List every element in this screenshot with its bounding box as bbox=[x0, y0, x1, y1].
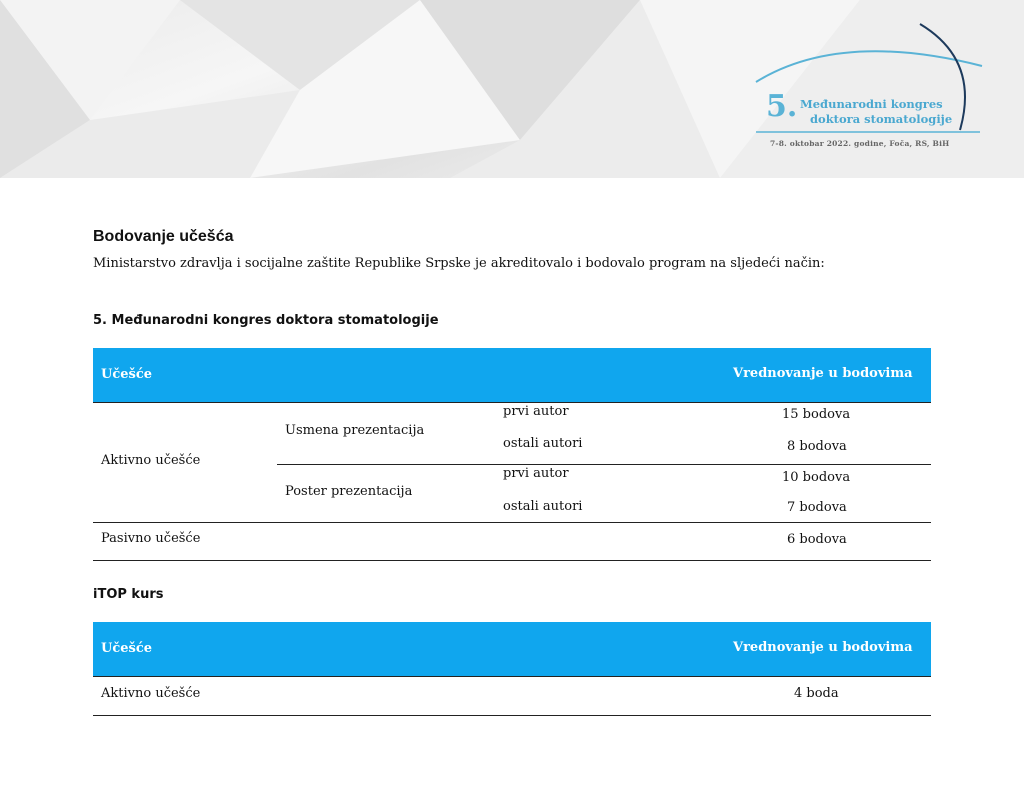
logo-title-line2: doktora stomatologije bbox=[810, 112, 953, 126]
header-points: Vrednovanje u bodovima bbox=[733, 640, 913, 655]
oral-presentation-label: Usmena prezentacija bbox=[285, 423, 425, 438]
poster-first-author: prvi autor bbox=[503, 466, 569, 481]
row-divider bbox=[93, 560, 931, 561]
table-header-row bbox=[93, 622, 931, 676]
row-divider bbox=[93, 522, 931, 523]
table1-title: 5. Međunarodni kongres doktora stomatologije bbox=[93, 313, 439, 328]
active-participation-label: Aktivno učešće bbox=[101, 453, 201, 468]
points-table-congress bbox=[93, 348, 931, 562]
oral-first-author: prvi autor bbox=[503, 404, 569, 419]
itop-active-points: 4 boda bbox=[794, 686, 839, 701]
row-divider bbox=[93, 676, 931, 677]
logo-title-line1: Međunarodni kongres bbox=[800, 97, 943, 111]
poster-other-authors: ostali autori bbox=[503, 499, 583, 514]
event-date: 7-8. oktobar 2022. godine, Foča, RS, BiH bbox=[770, 139, 950, 148]
logo-number: 5. bbox=[766, 89, 798, 124]
header-participation: Učešće bbox=[101, 641, 153, 656]
section-title: Bodovanje učešća bbox=[93, 228, 234, 245]
passive-participation-label: Pasivno učešće bbox=[101, 531, 201, 546]
row-divider bbox=[277, 464, 931, 465]
table-header-row bbox=[93, 348, 931, 402]
header-points: Vrednovanje u bodovima bbox=[733, 366, 913, 381]
intro-paragraph: Ministarstvo zdravlja i socijalne zaštite Republike Srpske je akreditovalo i bodovalo program na sljedeći način: bbox=[93, 256, 825, 271]
header-participation: Učešće bbox=[101, 367, 153, 382]
header-banner bbox=[0, 0, 1024, 178]
congress-logo bbox=[750, 20, 990, 160]
poster-first-points: 10 bodova bbox=[782, 470, 851, 485]
oral-other-authors: ostali autori bbox=[503, 436, 583, 451]
row-divider bbox=[93, 715, 931, 716]
poster-presentation-label: Poster prezentacija bbox=[285, 484, 413, 499]
itop-active-label: Aktivno učešće bbox=[101, 686, 201, 701]
oral-first-points: 15 bodova bbox=[782, 407, 851, 422]
points-table-itop bbox=[93, 622, 931, 717]
row-divider bbox=[93, 402, 931, 403]
poster-other-points: 7 bodova bbox=[787, 500, 847, 515]
passive-points: 6 bodova bbox=[787, 532, 847, 547]
table2-title: iTOP kurs bbox=[93, 587, 164, 602]
oral-other-points: 8 bodova bbox=[787, 439, 847, 454]
